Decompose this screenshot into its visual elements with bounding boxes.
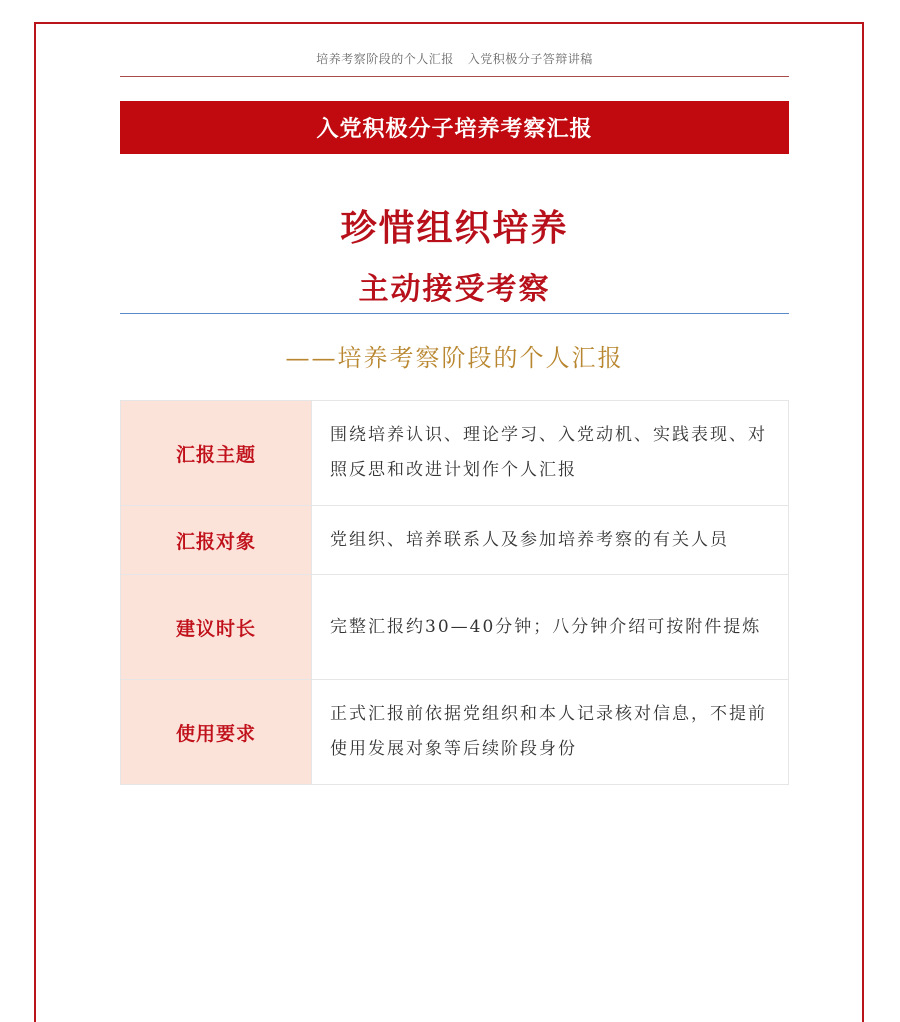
running-header-left: 培养考察阶段的个人汇报 (316, 52, 454, 66)
row-value: 正式汇报前依据党组织和本人记录核对信息，不提前使用发展对象等后续阶段身份 (312, 680, 789, 785)
row-value: 围绕培养认识、理论学习、入党动机、实践表现、对照反思和改进计划作个人汇报 (312, 401, 789, 506)
row-label: 建议时长 (121, 575, 312, 680)
row-label: 汇报对象 (121, 506, 312, 575)
table-row (121, 575, 789, 680)
table-row (121, 680, 789, 785)
subtitle: ——培养考察阶段的个人汇报 (285, 344, 624, 372)
main-title-line2: 主动接受考察 (358, 272, 551, 307)
table-row (121, 506, 789, 575)
table-row (121, 401, 789, 506)
row-label: 使用要求 (121, 680, 312, 785)
row-value: 完整汇报约30—40分钟；八分钟介绍可按附件提炼 (312, 575, 789, 680)
title-banner (120, 101, 789, 154)
row-value: 党组织、培养联系人及参加培养考察的有关人员 (312, 506, 789, 575)
main-title-line1: 珍惜组织培养 (340, 208, 569, 249)
info-table (120, 400, 789, 785)
banner-text: 入党积极分子培养考察汇报 (316, 117, 593, 142)
title-divider (120, 313, 789, 314)
running-header-right: 入党积极分子答辩讲稿 (467, 52, 593, 66)
header-divider (120, 76, 789, 77)
row-label: 汇报主题 (121, 401, 312, 506)
running-header (120, 50, 789, 67)
